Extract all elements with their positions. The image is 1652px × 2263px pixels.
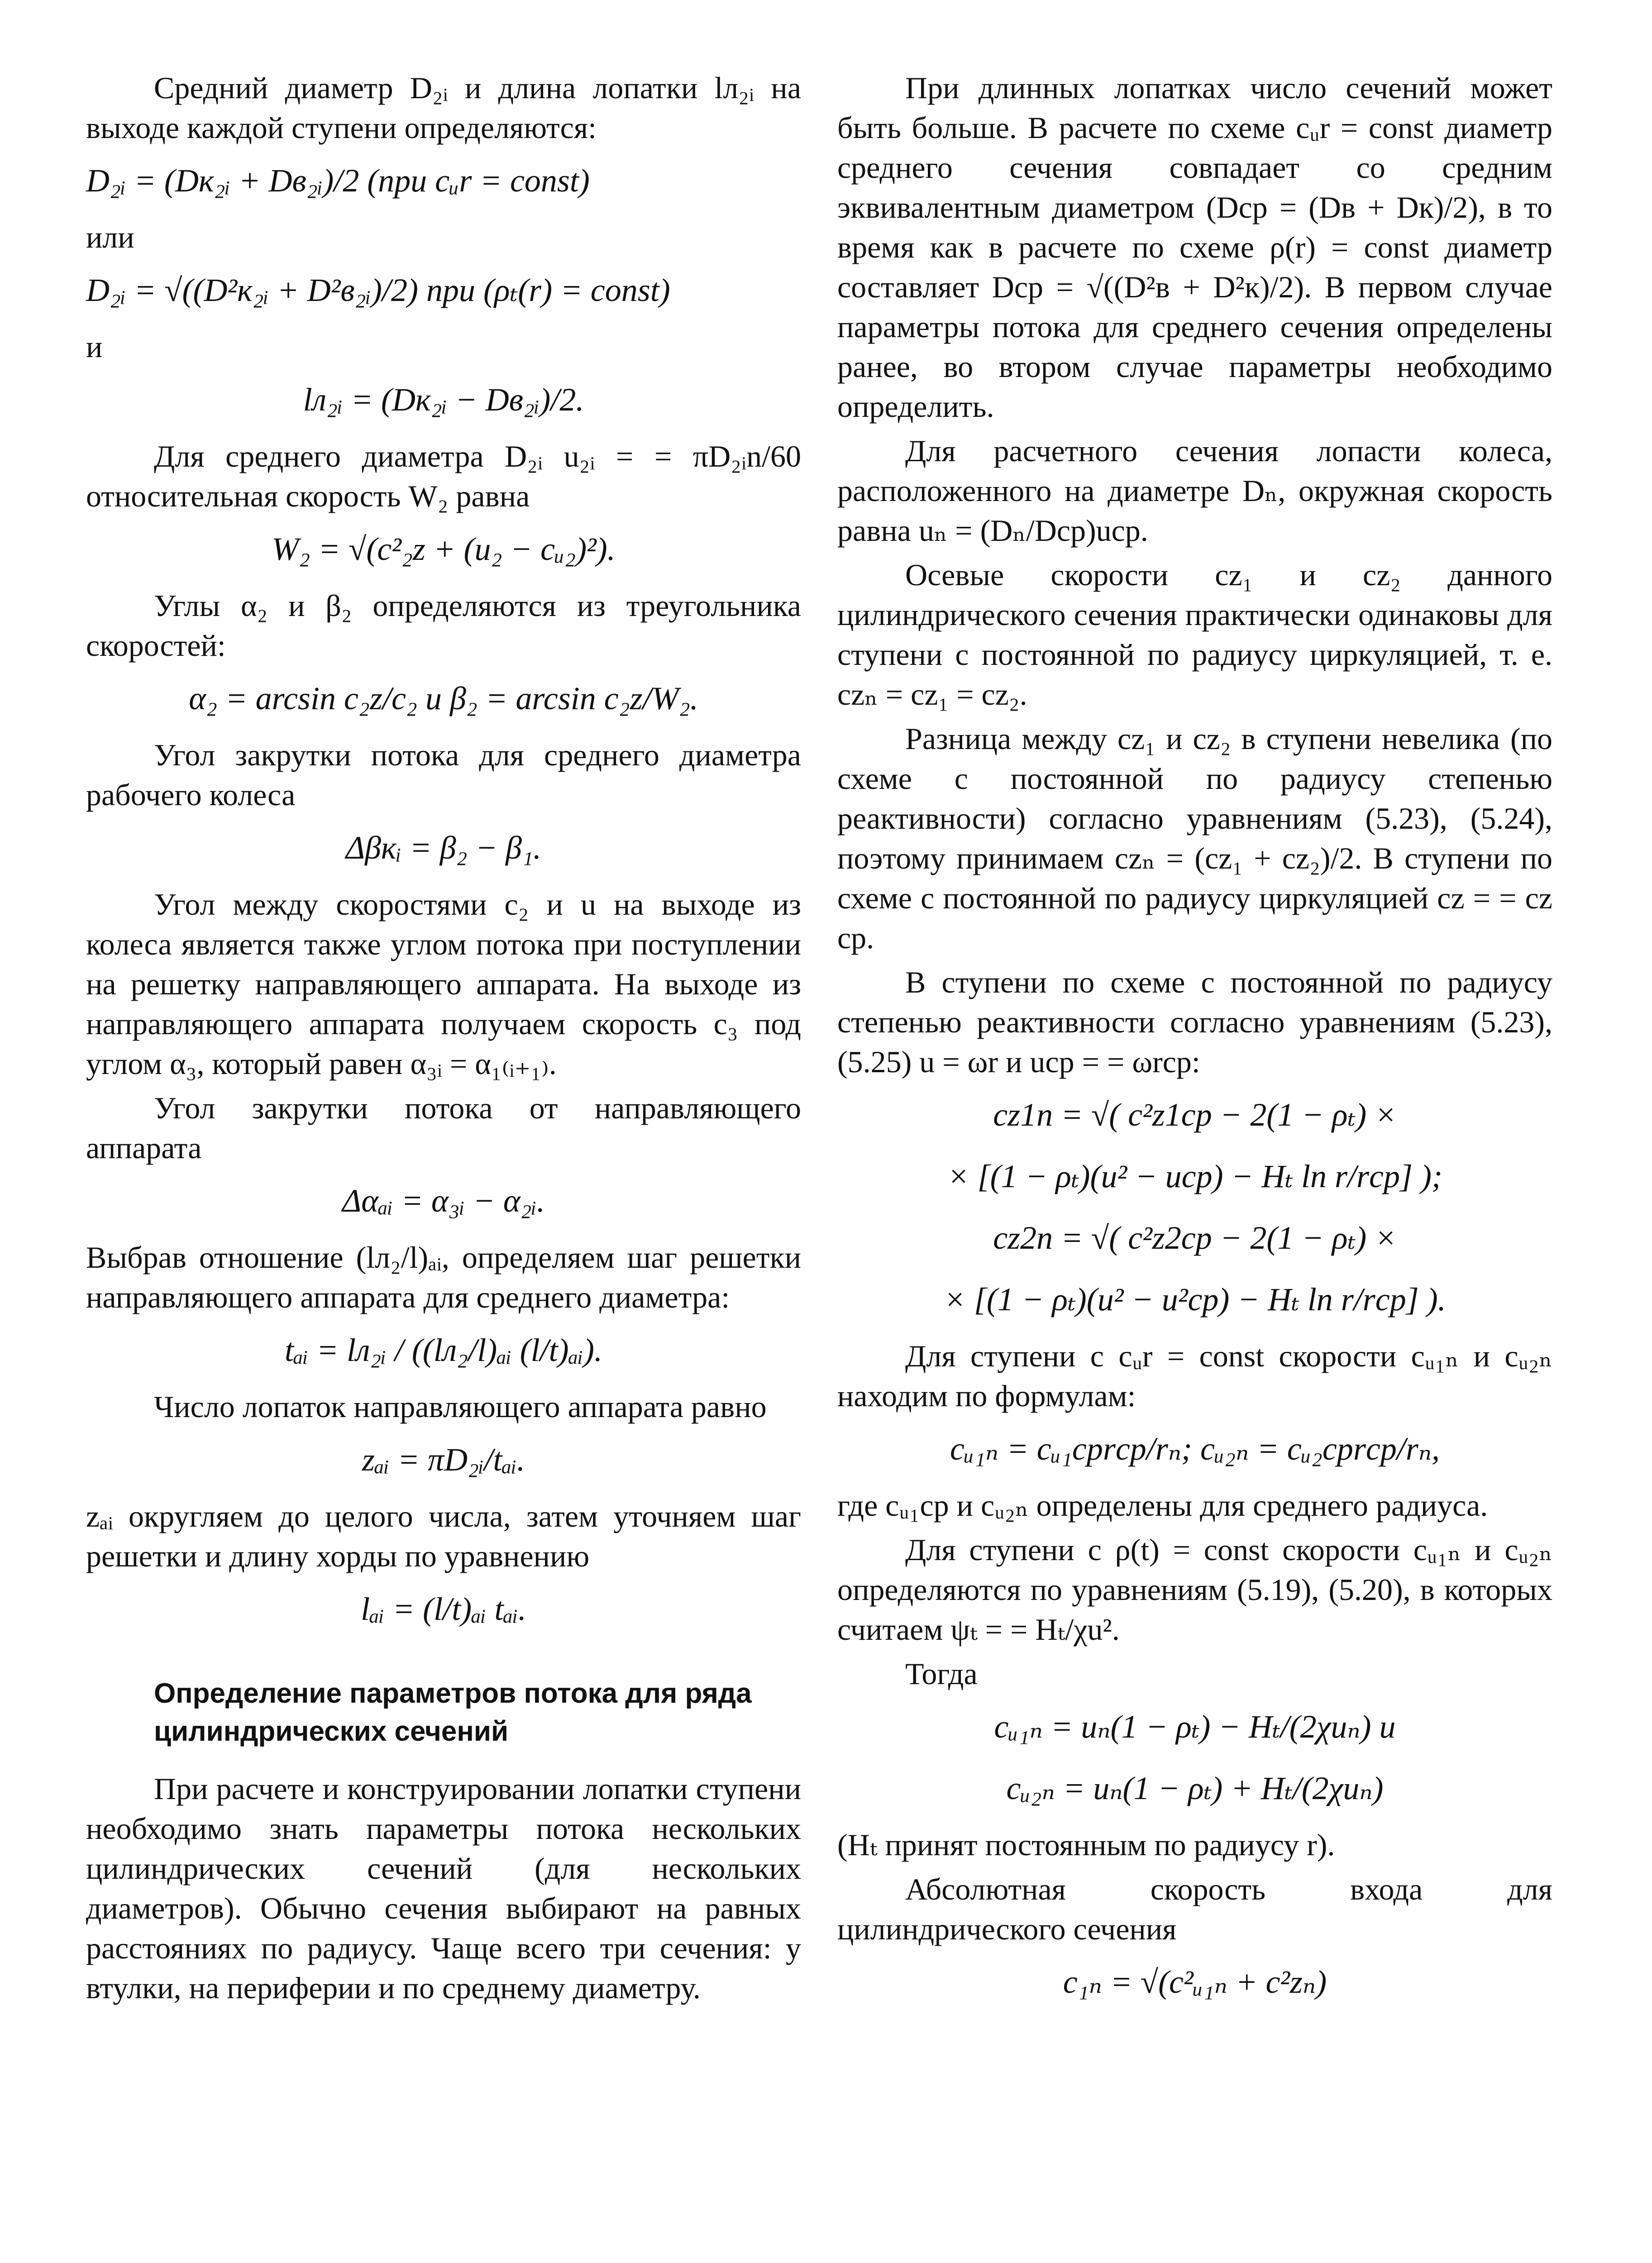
paragraph: Угол закрутки потока от направляющего аппарата: [86, 1091, 801, 1165]
formula-w2: W₂ = √(c²₂z + (u₂ − cᵤ₂)²).: [272, 531, 616, 567]
paragraph: zₐᵢ округляем до целого числа, затем уточняем шаг решетки и длину хорды по уравнению: [86, 1499, 801, 1573]
paragraph: Абсолютная скорость входа для цилиндрического сечения: [837, 1872, 1552, 1946]
paragraph: Разница между cz₁ и cz₂ в ступени невелика (по схеме с постоянной по радиусу степенью реактивности) согласно уравнениям (5.23), (5.24), поэтому принимаем czₙ = (cz₁ + cz₂)/2. В ступени по схеме с постоянной по радиусу циркуляцией cz = = cz ср.: [837, 721, 1552, 955]
paragraph: Средний диаметр D₂ᵢ и длина лопатки lл₂ᵢ на выходе каждой ступени определяются:: [86, 71, 801, 145]
paragraph: Выбрав отношение (lл₂/l)ₐᵢ, определяем шаг решетки направляющего аппарата для среднего диаметра:: [86, 1240, 801, 1314]
paragraph: В ступени по схеме с постоянной по радиусу степенью реактивности согласно уравнениям (5.23), (5.25) u = ωr и uср = = ωrср:: [837, 965, 1552, 1079]
paragraph: Число лопаток направляющего аппарата равно: [154, 1389, 767, 1424]
section-heading: Определение параметров потока для ряда цилиндрических сечений: [154, 1678, 752, 1747]
left-column: [86, 68, 801, 2012]
formula-cu2n: cᵤ₂ₙ = uₙ(1 − ρₜ) + Hₜ/(2χuₙ): [1006, 1770, 1384, 1806]
paragraph: Углы α₂ и β₂ определяются из треугольника скоростей:: [86, 588, 801, 663]
formula-cu-n: cᵤ₁ₙ = cᵤ₁срrср/rₙ; cᵤ₂ₙ = cᵤ₂срrср/rₙ,: [950, 1431, 1440, 1467]
formula-cz2n-line1: cz2n = √( c²z2ср − 2(1 − ρₜ) ×: [993, 1220, 1397, 1256]
formula-chord: lₐᵢ = (l/t)ₐᵢ tₐᵢ.: [361, 1591, 526, 1627]
connector-and: и: [86, 329, 103, 364]
paragraph: Для ступени с cᵤr = const скорости cᵤ₁ₙ и cᵤ₂ₙ находим по формулам:: [837, 1339, 1552, 1413]
paragraph: При расчете и конструировании лопатки ступени необходимо знать параметры потока нескольких цилиндрических сечений (для нескольких диаметров). Обычно сечения выбирают на равных расстояниях по радиусу. Чаще всего три сечения: у втулки, на периферии и по среднему диаметру.: [86, 1771, 801, 2005]
formula-delta-alpha: Δαₐᵢ = α₃ᵢ − α₂ᵢ.: [342, 1183, 545, 1219]
paragraph: Для ступени с ρ(t) = const скорости cᵤ₁ₙ и cᵤ₂ₙ определяются по уравнениям (5.19), (5.20), в которых считаем ψₜ = = Hₜ/χu².: [837, 1533, 1552, 1647]
paragraph: где cᵤ₁ср и cᵤ₂ₙ определены для среднего радиуса.: [837, 1488, 1488, 1523]
connector-or: или: [86, 220, 134, 254]
formula-delta-beta: Δβкᵢ = β₂ − β₁.: [345, 830, 542, 866]
formula-c1n: c₁ₙ = √(c²ᵤ₁ₙ + c²zₙ): [1063, 1964, 1327, 2000]
formula-blade-length: lл₂ᵢ = (Dк₂ᵢ − Dв₂ᵢ)/2.: [303, 382, 584, 418]
formula-cz1n-line2: × [(1 − ρₜ)(u² − uср) − Hₜ ln r/rср] );: [947, 1158, 1442, 1194]
paragraph: Угол между скоростями c₂ и u на выходе из колеса является также углом потока при поступлении на решетку направляющего аппарата. На выходе из направляющего аппарата получаем скорость c₃ под углом α₃, который равен α₃ᵢ = α₁₍ᵢ₊₁₎.: [86, 887, 801, 1081]
paragraph: Угол закрутки потока для среднего диаметра рабочего колеса: [86, 738, 801, 812]
formula-angles: α₂ = arcsin c₂z/c₂ и β₂ = arcsin c₂z/W₂.: [189, 680, 698, 716]
formula-cu1n: cᵤ₁ₙ = uₙ(1 − ρₜ) − Hₜ/(2χuₙ) и: [994, 1709, 1396, 1745]
formula-blade-count: zₐᵢ = πD₂ᵢ/tₐᵢ.: [362, 1442, 525, 1478]
formula-cz1n-line1: cz1n = √( c²z1ср − 2(1 − ρₜ) ×: [993, 1097, 1397, 1133]
paragraph: Тогда: [905, 1657, 978, 1691]
paragraph: Для расчетного сечения лопасти колеса, расположенного на диаметре Dₙ, окружная скорость равна uₙ = (Dₙ/Dср)uср.: [837, 434, 1552, 548]
paragraph: Для среднего диаметра D₂ᵢ u₂ᵢ = = πD₂ᵢn/60 относительная скорость W₂ равна: [86, 439, 801, 513]
formula-pitch: tₐᵢ = lл₂ᵢ / ((lл₂/l)ₐᵢ (l/t)ₐᵢ).: [284, 1332, 603, 1368]
paragraph: (Hₜ принят постоянным по радиусу r).: [837, 1828, 1335, 1862]
paragraph: При длинных лопатках число сечений может быть больше. В расчете по схеме cᵤr = const диаметр среднего сечения совпадает со средним эквивалентным диаметром (Dср = (Dв + Dк)/2), в то время как в расчете по схеме ρ(r) = const диаметр составляет Dср = √((D²в + D²к)/2). В первом случае параметры потока для среднего сечения определены ранее, во втором случае параметры необходимо определить.: [837, 71, 1552, 424]
right-column: [837, 68, 1552, 2019]
paragraph: Осевые скорости cz₁ и cz₂ данного цилиндрического сечения практически одинаковы для ступени с постоянной по радиусу циркуляцией, т. е. czₙ = cz₁ = cz₂.: [837, 558, 1552, 711]
formula-cz2n-line2: × [(1 − ρₜ)(u² − u²ср) − Hₜ ln r/rср] ).: [944, 1281, 1446, 1318]
formula-d2i-root: D₂ᵢ = √((D²к₂ᵢ + D²в₂ᵢ)/2) при (ρₜ(r) = const): [86, 272, 670, 308]
formula-d2i-mean: D₂ᵢ = (Dк₂ᵢ + Dв₂ᵢ)/2 (при cᵤr = const): [86, 162, 590, 199]
